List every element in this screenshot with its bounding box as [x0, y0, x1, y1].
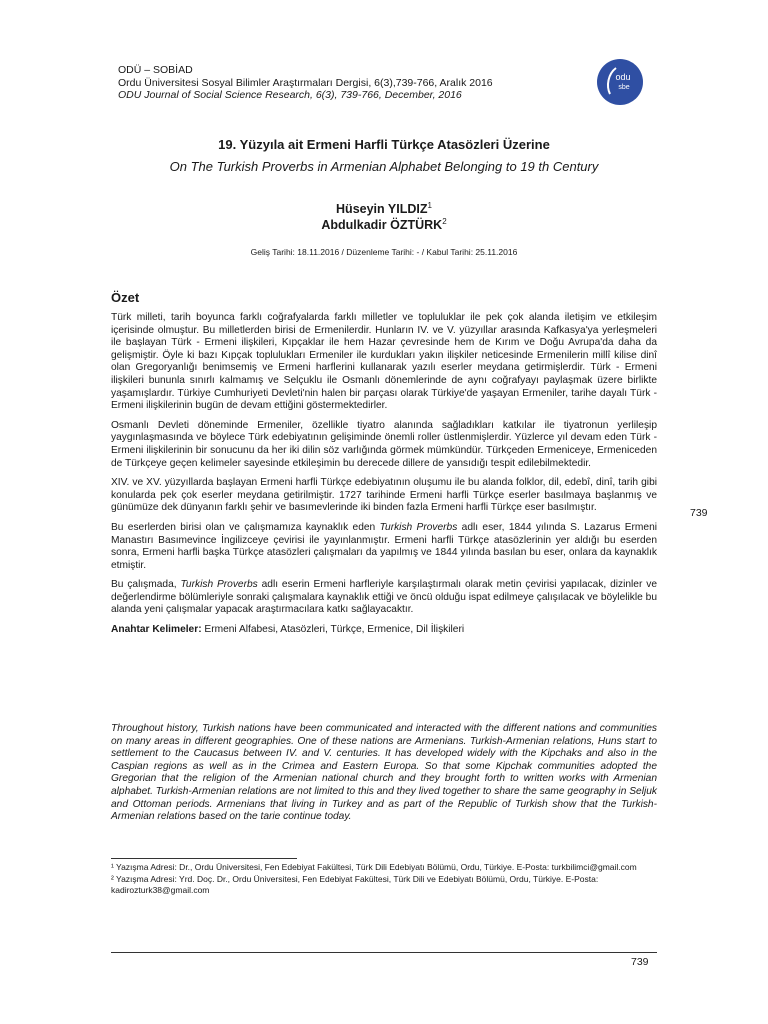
turkish-abstract: [111, 312, 657, 644]
abstract-paragraph-5: Bu çalışmada, Turkish Proverbs adlı eserin Ermeni harfleriyle karşılaştırmalı olarak metin çevirisi yapılacak, dizinler ve değerlendirme bölümleriyle sonraki çalışmalara kaynaklık ettiği ve öncü olduğu ispat edilmeye çalışılacak ve böylelikle bu alanda yeni çalışmalar yapacak araştırmacılara katkı sağlayacaktır.: [111, 579, 657, 616]
journal-line-1: ODÜ – SOBİAD: [118, 64, 193, 76]
author-footnote-mark: 2: [442, 217, 447, 226]
logo-text-bottom: sbe: [618, 84, 630, 91]
author-name: Abdulkadir ÖZTÜRK: [321, 218, 443, 233]
keywords: [111, 624, 657, 637]
abstract-heading: Özet: [111, 290, 140, 305]
journal-line-2: Ordu Üniversitesi Sosyal Bilimler Araştırmaları Dergisi, 6(3),739-766, Aralık 2016: [118, 76, 493, 89]
footnote-1: ¹ Yazışma Adresi: Dr., Ordu Üniversitesi, Fen Edebiyat Fakültesi, Türk Dili Edebiyatı Bölümü, Ordu, Türkiye. E-Posta: turkbilimci@gmail.com: [111, 862, 637, 872]
abstract-paragraph-3: XIV. ve XV. yüzyıllarda başlayan Ermeni harfli Türkçe edebiyatının oluşumu ile bu alanda folklor, dil, edebî, dinî, tarih gibi konularda pek çok eserler meydana getirilmiştir. 1727 tarihinde Ermeni harfli Türkçe eserler basılmaya başlanmış ve günümüze dek dünyanın farklı şehir ve basımevlerinde iki binden fazla Ermeni harfli Türkçe eser basılmıştır.: [111, 477, 657, 514]
footnotes: [111, 862, 657, 897]
keywords-text: Ermeni Alfabesi, Atasözleri, Türkçe, Ermenice, Dil İlişkileri: [201, 624, 465, 636]
paper-title: 19. Yüzyıla ait Ermeni Harfli Türkçe Atasözleri Üzerine: [218, 137, 550, 152]
paper-subtitle: On The Turkish Proverbs in Armenian Alphabet Belonging to 19 th Century: [169, 159, 599, 174]
english-abstract: Throughout history, Turkish nations have been communicated and interacted with the different nations and communities on many areas in different geographies. One of these nations are Armenians. Turkish-Armenian relations, Huns start to settlement to the Caucasus between IV. and V. centuries. It has developed widely with the Kipchaks and also in the Caspian regions as well as in the Crimea and Eastern Europa. So that some Kipchak communities adopted the Gregorian that the religion of the Armenian national church and they brought forth to written works with Armenian alphabet. Turkish-Armenian relations are not limited to this and they lived together to share the same geography in Seljuk and Ottoman periods. Armenians that living in Turkey and as part of the Republic of Turkish show that the Turkish-Armenian relations based on the tarie continue today.: [111, 723, 657, 823]
author-footnote-mark: 1: [427, 201, 432, 210]
keywords-label: Anahtar Kelimeler:: [111, 624, 202, 636]
author-1: [0, 201, 768, 216]
abstract-paragraph-2: Osmanlı Devleti döneminde Ermeniler, özellikle tiyatro alanında sağladıkları katkılar ile tiyatronun yerlileşip yaygınlaşmasında ve böylece Türk edebiyatının gelişiminde önemli roller üstlenmişlerdir. Yüzlerce yıl devam eden Türk - Ermeni ilişkilerinin bir sonucunu da her iki dilin söz varlığında görmek mümkündür. Türkçeden Ermeniceye, Ermeniceden de Türkçeye geçen kelimeler sayesinde etkileşimin bu derecede dillere de yansıdığı tespit edilebilmektedir.: [111, 419, 657, 469]
logo-text-top: odu: [615, 72, 631, 82]
side-page-number: 739: [690, 507, 708, 519]
footnote-2: ² Yazışma Adresi: Yrd. Doç. Dr., Ordu Üniversitesi, Fen Edebiyat Fakültesi, Türk Dili ve Edebiyatı Bölümü, Ordu, Türkiye. E-Posta: kadirozturk38@gmail.com: [111, 873, 599, 895]
footnote-divider: [111, 858, 297, 859]
author-name: Hüseyin YILDIZ: [336, 202, 428, 217]
journal-logo: [596, 58, 644, 106]
page-number: 739: [631, 956, 649, 968]
journal-line-3: ODU Journal of Social Science Research, 6(3), 739-766, December, 2016: [118, 89, 462, 101]
abstract-paragraph-1: Türk milleti, tarih boyunca farklı coğrafyalarda farklı milletler ve topluluklar ile pek çok alanda iletişim ve etkileşim içerisinde olmuştur. Bu milletlerden birisi de Ermenilerdir. Hunların IV. ve V. yüzyıllar arasında Kafkasya'ya yerleşmeleri ile başlayan Türk - Ermeni ilişkileri, Kıpçaklar ile hem Hazar çevresinde hem de Kırım ve Doğu Avrupa'da daha da gelişmiştir. Öyle ki bazı Kıpçak toplulukları Ermeniler ile kurdukları yakın ilişkiler neticesinde Ermenilerin millî kilise dinî olan Gregoryanlığı benimsemiş ve Ermeni harflerini kullanarak yazılı eserler meydana getirmişlerdir. Türk - Ermeni ilişkileri bununla sınırlı kalmamış ve Selçuklu ile Osmanlı dönemlerinde de aynı coğrafyayı paylaşmak üzere birlikte yaşamışlardır. Türkiye Cumhuriyeti Devleti'nin halen bir parçası olarak Türkiye'de yaşayan Ermeniler, tarihe dayalı Türk - Ermeni ilişkilerinin bugün de devam ettiğini göstermektedirler.: [111, 312, 657, 412]
submission-dates: Geliş Tarihi: 18.11.2016 / Düzenleme Tarihi: - / Kabul Tarihi: 25.11.2016: [250, 247, 518, 257]
abstract-paragraph-4: Bu eserlerden birisi olan ve çalışmamıza kaynaklık eden Turkish Proverbs adlı eser, 1844 yılında S. Lazarus Ermeni Manastırı Basımevince İngilizceye çevirisi ile yayınlanmıştır. Ermeni harfli Türkçe atasözlerinin yer aldığı bu eserden sonra, Ermeni harfli başka Türkçe atasözleri çalışmaları da yapılmış ve 1844 yılında basılan bu eser, onlara da kaynaklık etmiştir.: [111, 521, 657, 571]
author-2: [0, 217, 768, 232]
footer-divider: [111, 952, 657, 953]
journal-header: [118, 64, 493, 102]
